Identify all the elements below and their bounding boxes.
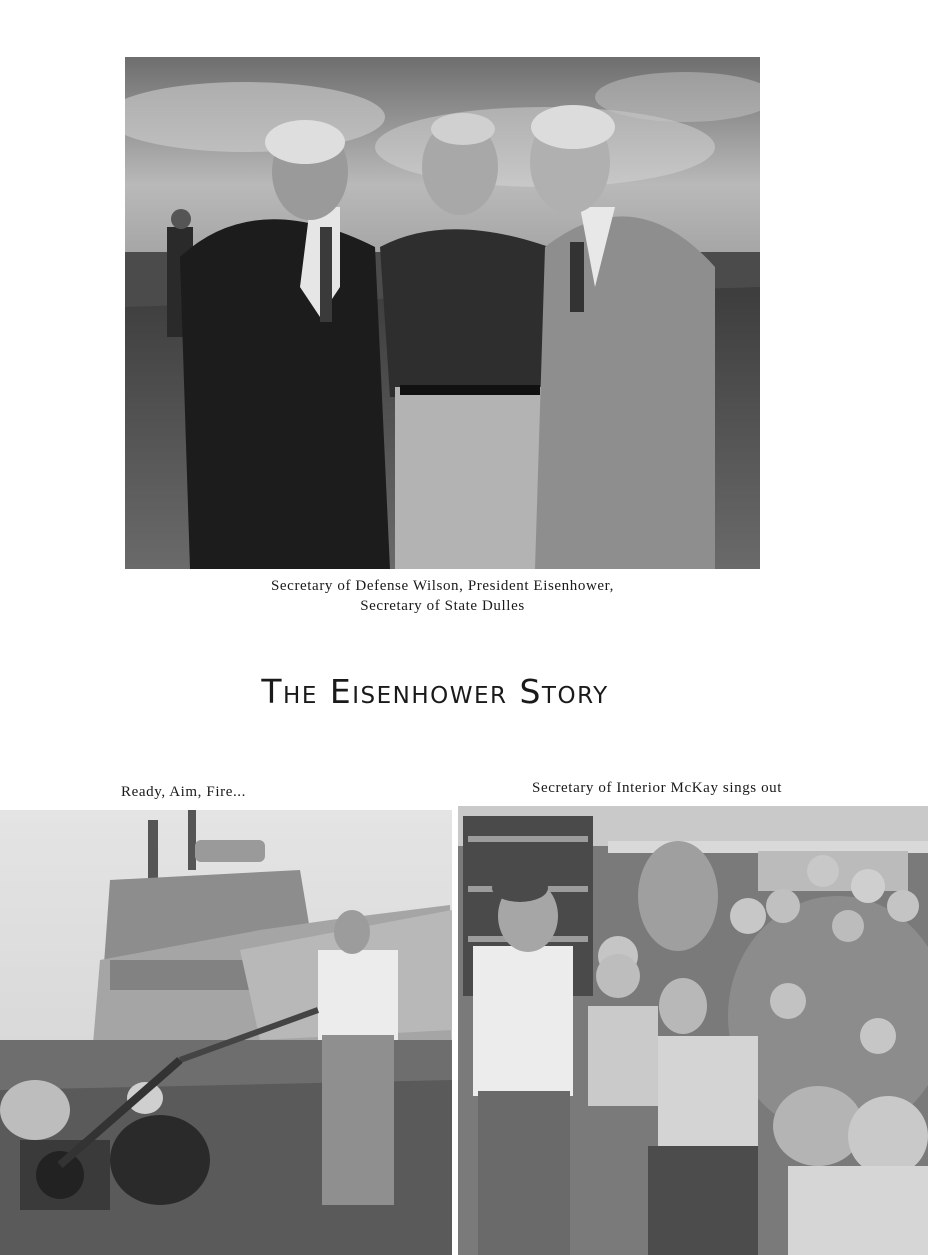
photo-gunnery-image: [0, 810, 452, 1255]
photo-three-officials-image: [125, 57, 760, 569]
page-title: The Eisenhower Story: [261, 672, 609, 711]
photo-gunnery-caption: Ready, Aim, Fire...: [121, 784, 246, 800]
caption-line-2: Secretary of State Dulles: [360, 598, 525, 614]
photo-singing-image: [458, 806, 928, 1255]
photo-gunnery: [0, 810, 452, 1255]
caption-line-1: Secretary of Defense Wilson, President Eisenhower,: [270, 578, 614, 594]
photo-singing-caption: Secretary of Interior McKay sings out: [532, 780, 783, 796]
photo-three-officials-caption: [125, 576, 760, 616]
photo-three-officials: [125, 57, 760, 569]
photo-singing: [458, 806, 928, 1255]
